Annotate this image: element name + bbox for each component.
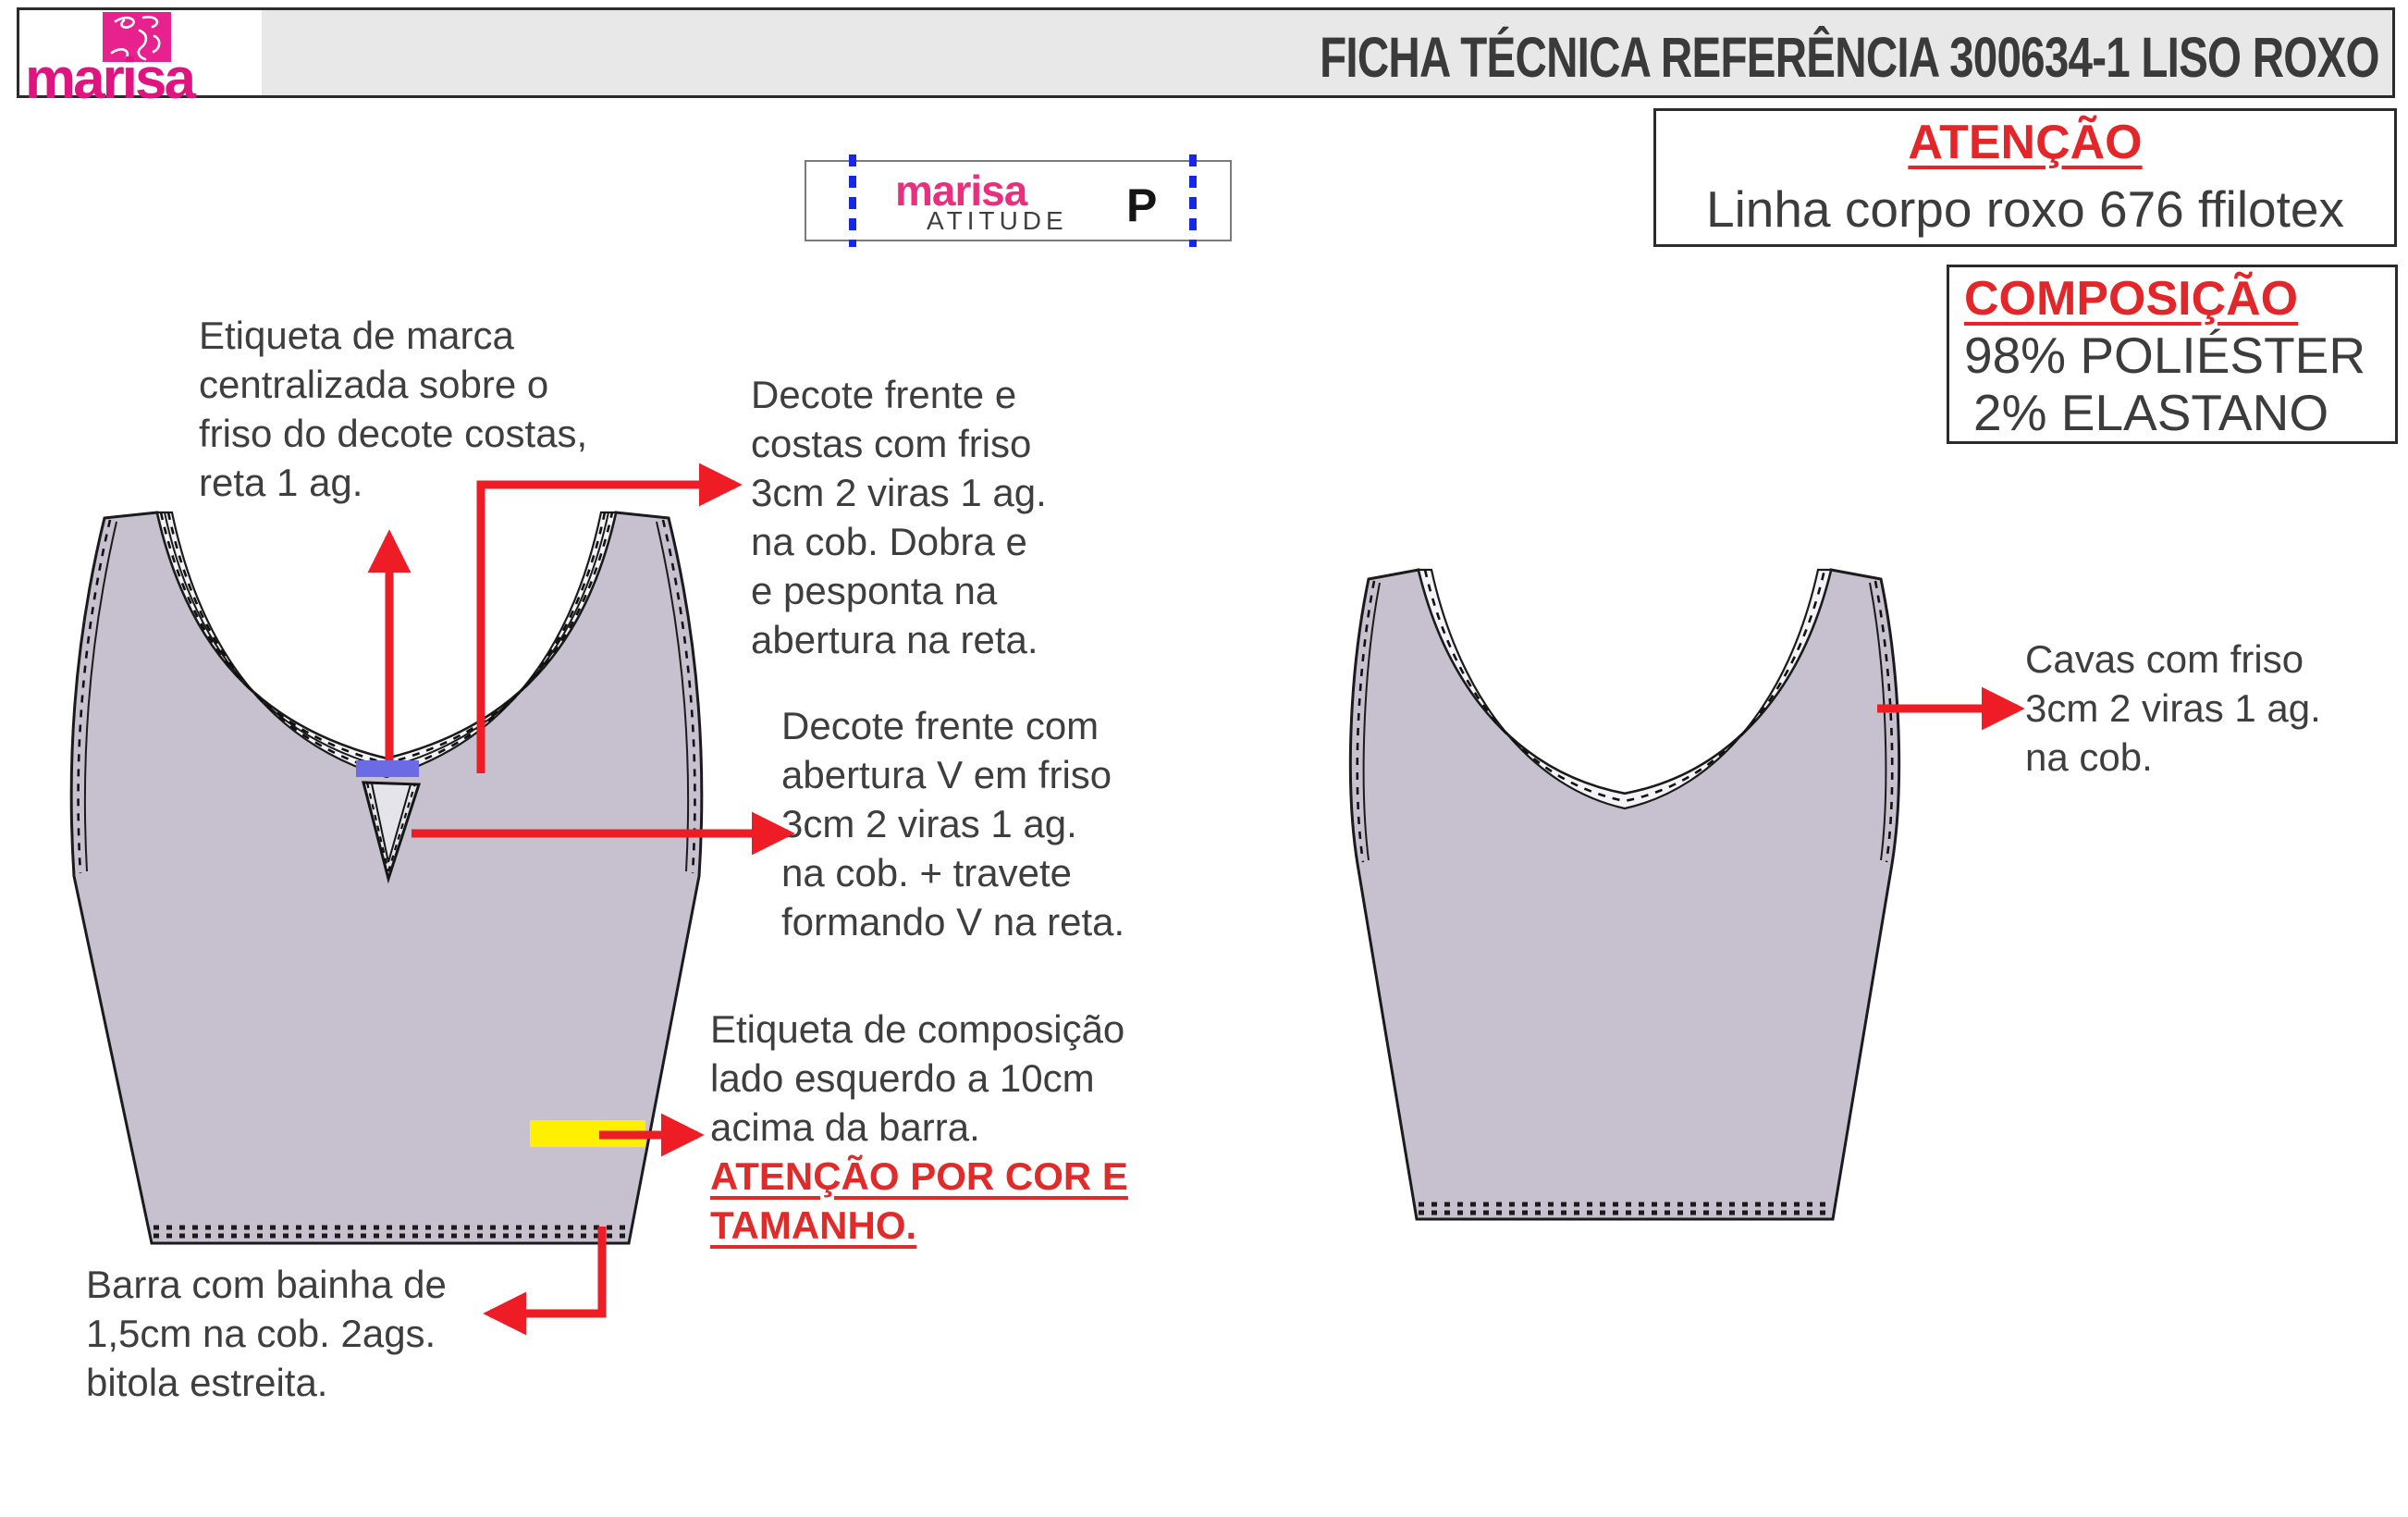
tag-size-letter: P (1126, 179, 1158, 231)
composition-title: COMPOSIÇÃO (1964, 272, 2299, 326)
note-composition-warning: ATENÇÃO POR COR E TAMANHO. (710, 1154, 1128, 1247)
size-tag (805, 160, 1232, 241)
note-front-v-neck: Decote frente com abertura V em friso 3cm 2 viras 1 ag. na cob. + travete formando V na reta. (781, 704, 1125, 944)
tag-brand-text: marisa (895, 166, 1027, 215)
note-brand-label: Etiqueta de marca centralizada sobre o friso do decote costas, reta 1 ag. (199, 314, 588, 504)
note-composition-label (710, 1005, 1128, 1250)
brand-label-swatch (356, 760, 419, 777)
brand-wordmark: marisa (25, 47, 193, 111)
header-bar (17, 7, 2395, 111)
composition-line: 2% ELASTANO (1973, 384, 2329, 441)
tag-collection-text: ATITUDE (927, 206, 1068, 235)
stitch-line-icon (1189, 154, 1197, 247)
back-view-drawing (1343, 566, 1907, 1232)
composition-line: 98% POLIÉSTER (1964, 327, 2366, 384)
composition-label-swatch (530, 1120, 645, 1147)
note-armholes: Cavas com friso 3cm 2 viras 1 ag. na cob. (2025, 637, 2321, 779)
attention-text: Linha corpo roxo 676 ffilotex (1706, 180, 2344, 238)
note-composition-label-text: Etiqueta de composição lado esquerdo a 10cm acima da barra. (710, 1007, 1125, 1149)
attention-box (1653, 108, 2397, 247)
note-hem: Barra com bainha de 1,5cm na cob. 2ags. bitola estreita. (86, 1263, 447, 1404)
attention-title: ATENÇÃO (1908, 116, 2143, 169)
note-neckline: Decote frente e costas com friso 3cm 2 viras 1 ag. na cob. Dobra e e pesponta na abertura na reta. (751, 373, 1047, 661)
composition-box (1947, 265, 2398, 444)
page-title: FICHA TÉCNICA REFERÊNCIA 300634-1 LISO ROXO (1320, 26, 2379, 89)
stitch-line-icon (849, 154, 856, 247)
brand-logo (19, 10, 262, 111)
